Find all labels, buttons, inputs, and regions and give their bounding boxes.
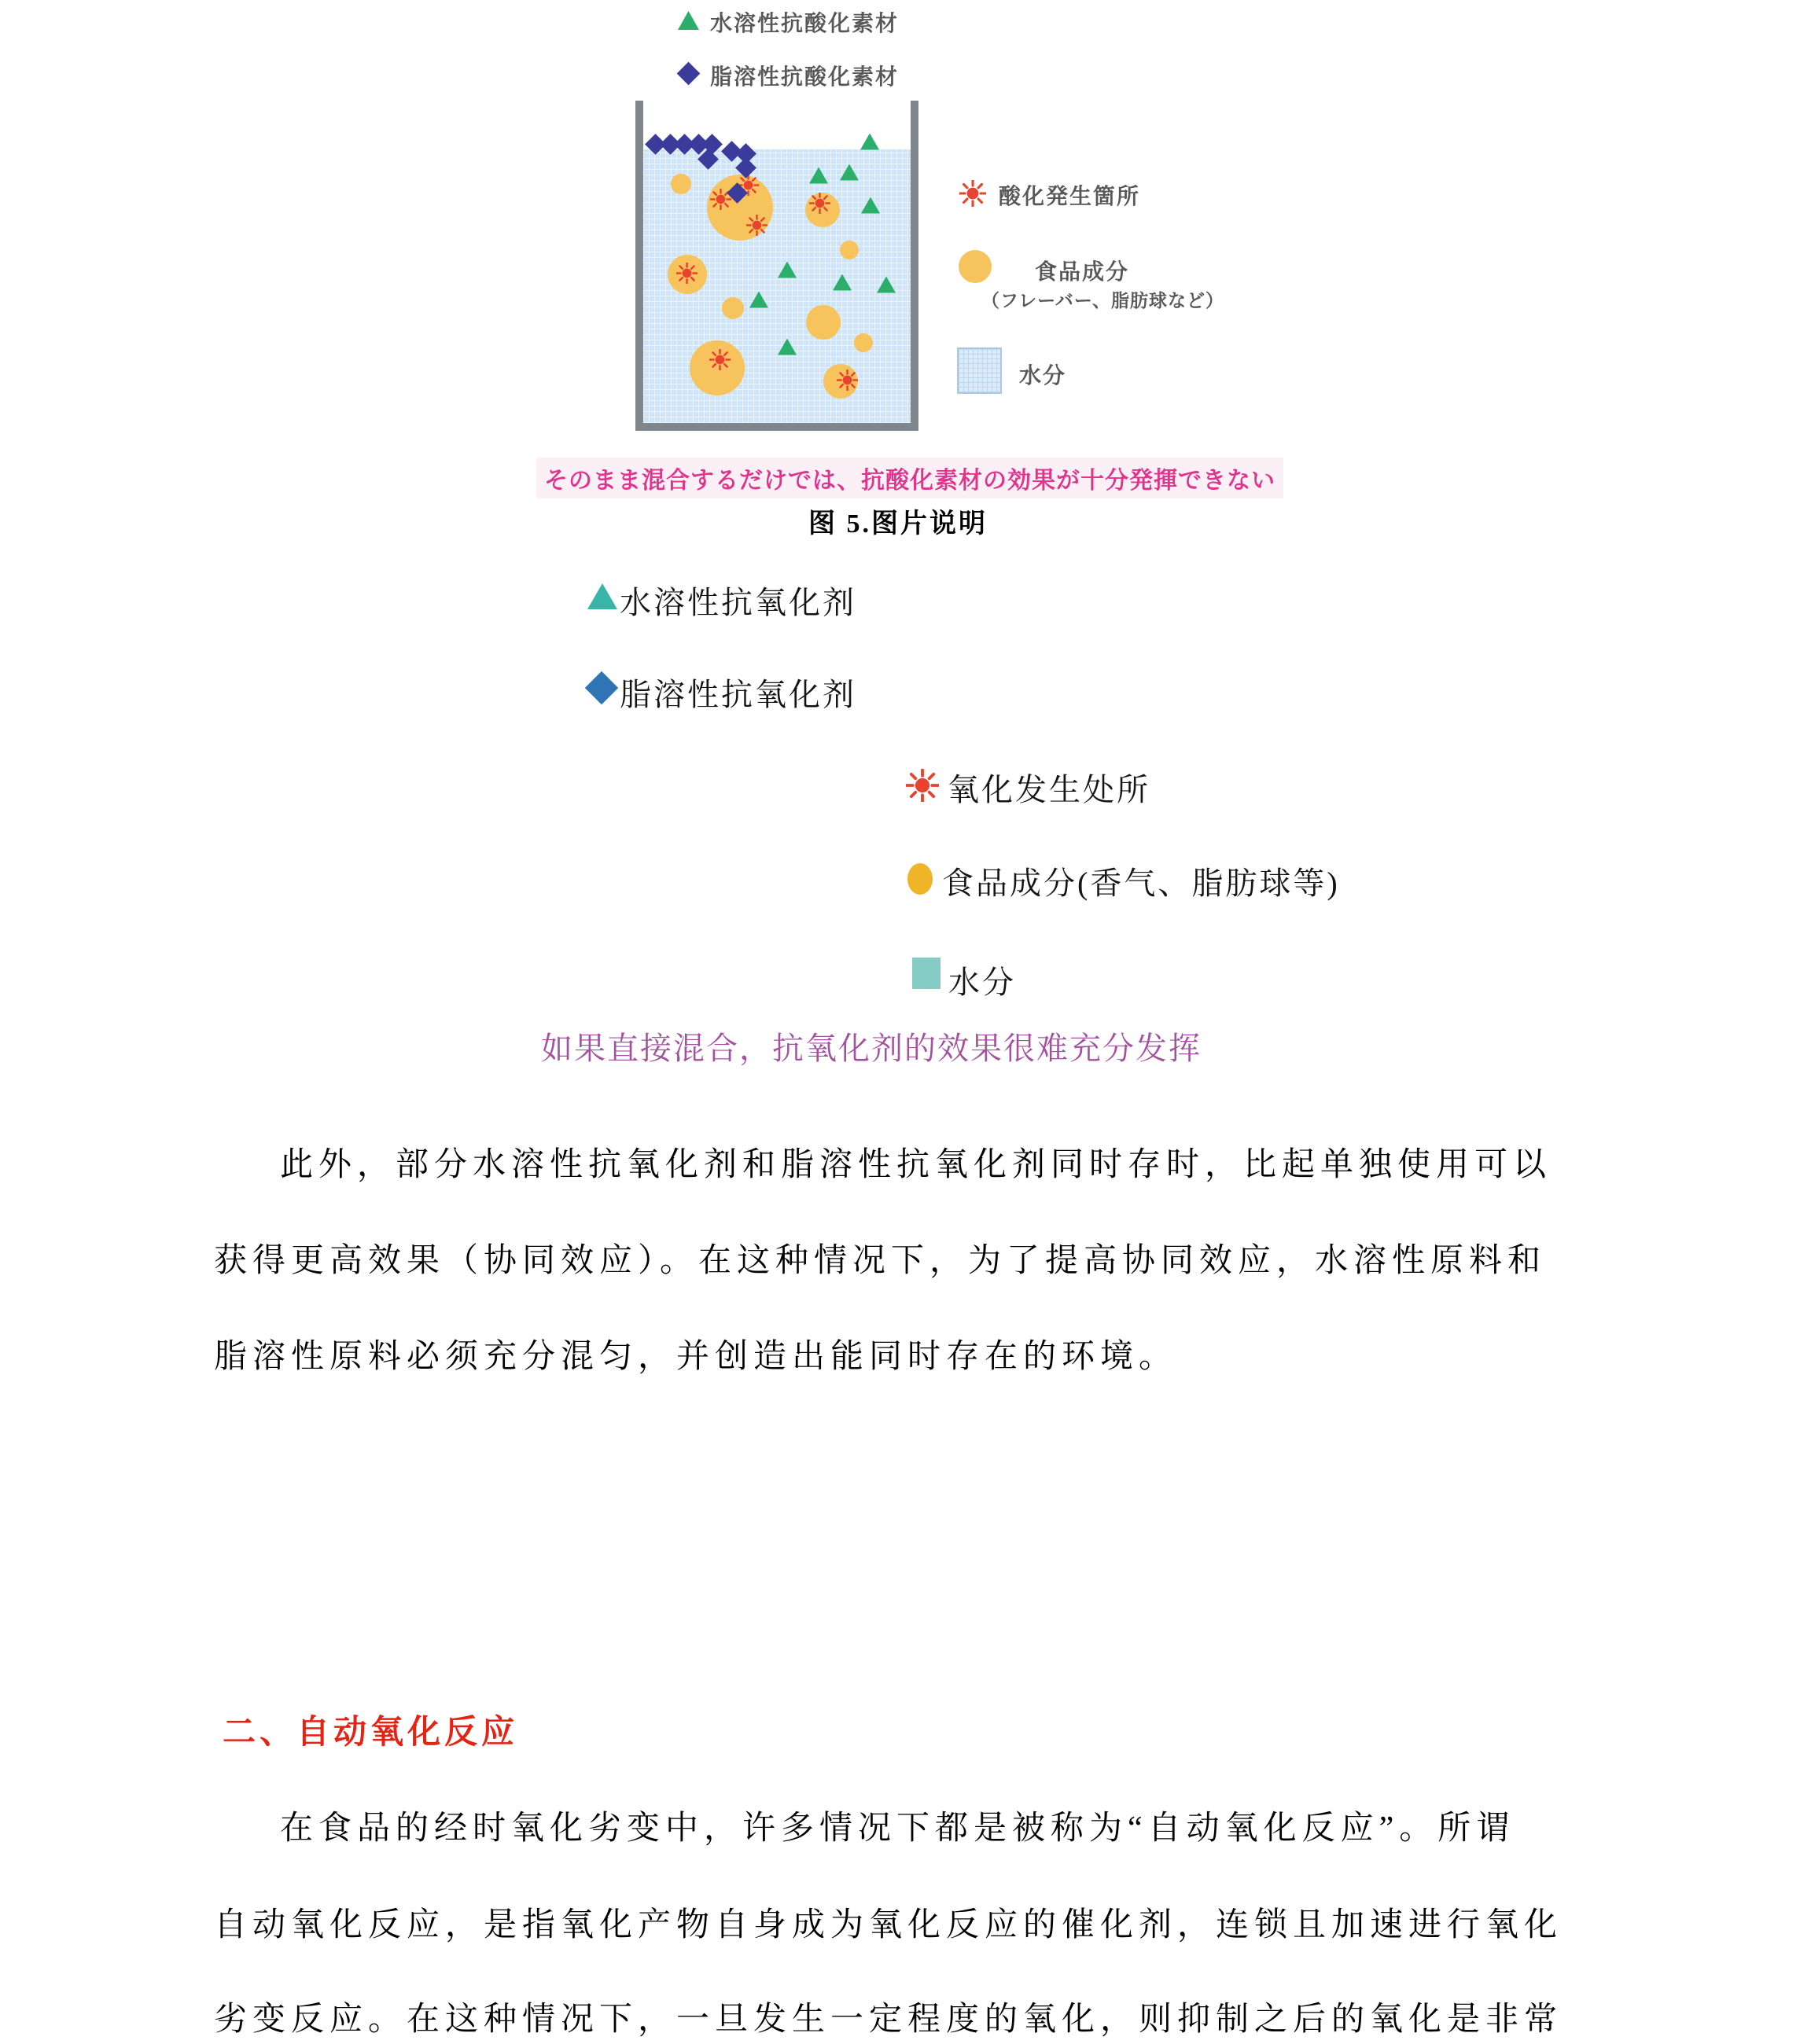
cn-fat-soluble-diamond-icon (585, 671, 618, 704)
legend-jp-food-sublabel: （フレーバー、脂肪球など） (981, 290, 1225, 311)
beaker (635, 101, 918, 431)
cn-food-component-circle-icon (907, 863, 933, 895)
cn-moisture-square-icon (912, 958, 940, 989)
beaker-scene (635, 101, 918, 431)
scene-star star-glyph (709, 349, 731, 370)
legend-jp-food-label: 食品成分 (1035, 259, 1130, 284)
moisture-square-icon (957, 347, 1002, 394)
scene-circle (840, 241, 859, 259)
figure-warning-jp: そのまま混合するだけでは、抗酸化素材の効果が十分発揮できない (536, 458, 1283, 498)
scene-star star-glyph (676, 263, 698, 284)
food-component-circle-icon (959, 250, 992, 283)
cn-oxidation-star-icon (906, 769, 939, 802)
paragraph2-line2: 自动氧化反应，是指氧化产物自身成为氧化反应的催化剂，连锁且加速进行氧化 (214, 1907, 1563, 1943)
scene-triangle (749, 292, 768, 308)
scene-triangle (778, 339, 797, 355)
paragraph1-line3: 脂溶性原料必须充分混匀，并创造出能同时存在的环境。 (214, 1339, 1178, 1375)
legend-cn-fat-soluble-label: 脂溶性抗氧化剂 (620, 677, 856, 712)
oxidation-star-icon (959, 180, 986, 207)
figure-caption: 图 5.图片说明 (808, 509, 988, 539)
legend-cn-oxidation-label: 氧化发生处所 (948, 772, 1150, 807)
scene-triangle (778, 262, 797, 278)
legend-jp-fat-soluble-label: 脂溶性抗酸化素材 (710, 64, 900, 89)
paragraph2-line1: 在食品的经时氧化劣变中，许多情况下都是被称为“自动氧化反应”。所谓 (280, 1811, 1515, 1847)
legend-cn-moisture-label: 水分 (948, 965, 1016, 1000)
scene-star star-glyph (746, 215, 767, 236)
section-heading: 二、自动氧化反应 (223, 1715, 519, 1751)
legend-cn-food-label: 食品成分(香气、脂肪球等) (942, 866, 1340, 901)
scene-circle (854, 333, 873, 352)
legend-jp-oxidation-label: 酸化発生箇所 (999, 184, 1141, 208)
cn-water-soluble-triangle-icon (587, 583, 617, 609)
scene-circle (671, 174, 691, 194)
scene-star star-glyph (809, 193, 830, 214)
legend-cn-water-soluble-label: 水溶性抗氧化剂 (620, 585, 856, 620)
scene-triangle (833, 274, 852, 291)
scene-triangle (861, 197, 880, 214)
paragraph2-line3: 劣变反应。在这种情况下，一旦发生一定程度的氧化，则抑制之后的氧化是非常 (214, 2002, 1563, 2038)
legend-jp-water-soluble-label: 水溶性抗酸化素材 (710, 11, 900, 35)
paragraph1-line1: 此外，部分水溶性抗氧化剂和脂溶性抗氧化剂同时存时，比起单独使用可以 (280, 1147, 1552, 1183)
legend-jp-moisture-label: 水分 (1019, 363, 1067, 388)
water-soluble-triangle-icon (678, 11, 699, 30)
scene-triangle (877, 277, 896, 293)
fat-soluble-diamond-icon (677, 62, 701, 86)
scene-triangle (860, 134, 879, 150)
scene-star star-glyph (837, 369, 858, 391)
scene-circle (806, 305, 841, 340)
scene-circle (722, 297, 744, 319)
paragraph1-line2: 获得更高效果（协同效应）。在这种情况下，为了提高协同效应，水溶性原料和 (214, 1243, 1547, 1279)
figure-warning-cn: 如果直接混合，抗氧化剂的效果很难充分发挥 (541, 1031, 1202, 1066)
scene-triangle (840, 164, 859, 181)
scene-triangle (809, 167, 828, 184)
